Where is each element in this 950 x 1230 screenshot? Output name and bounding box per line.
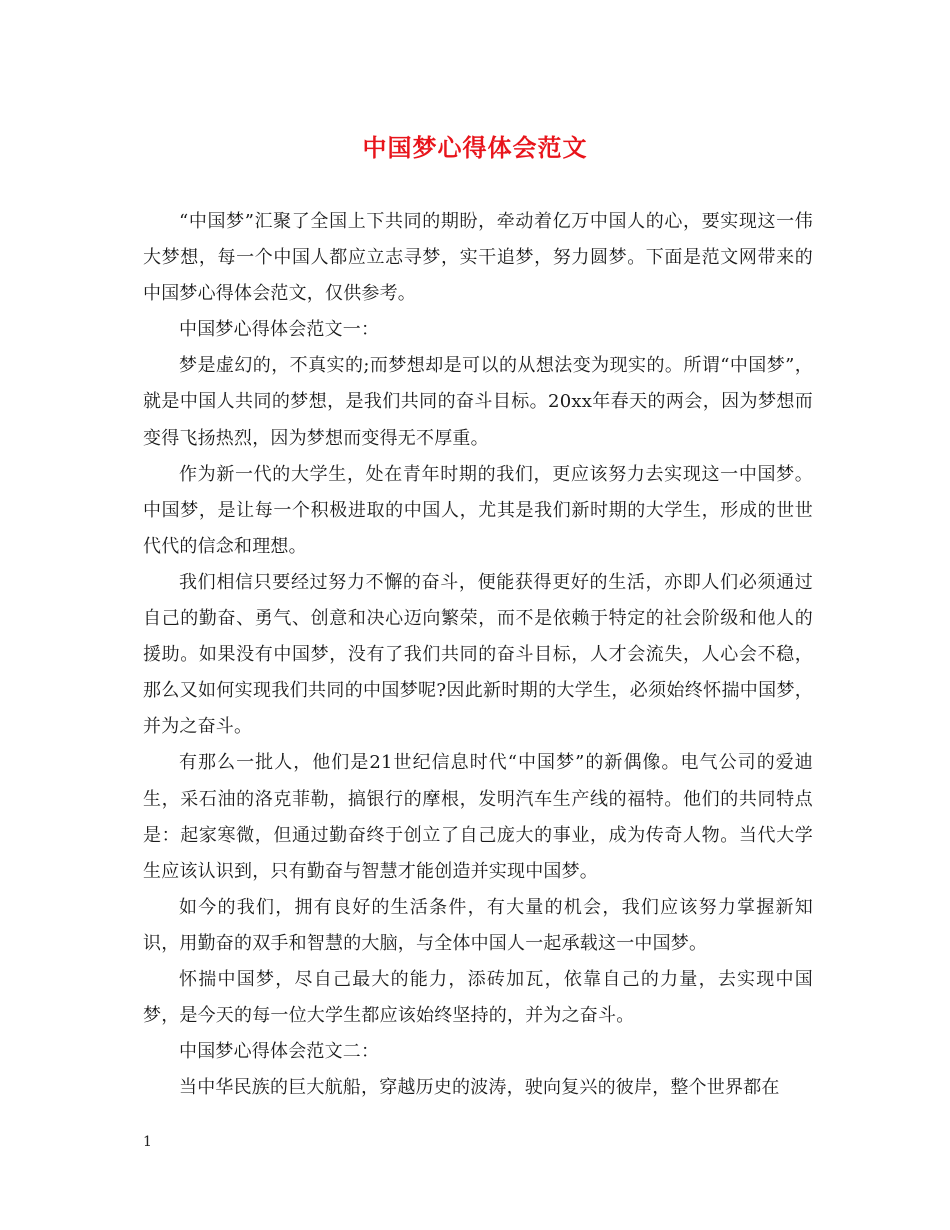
- section-heading-two: 中国梦心得体会范文二：: [179, 1041, 380, 1063]
- section-heading-one: 中国梦心得体会范文一：: [179, 319, 380, 341]
- document-title: 中国梦心得体会范文: [362, 134, 588, 162]
- paragraph: 怀揣中国梦，尽自己最大的能力，添砖加瓦，依靠自己的力量，去实现中国梦，是今天的每一位大学生都应该始终坚持的，并为之奋斗。: [143, 968, 813, 1027]
- paragraph: 梦是虚幻的，不真实的;而梦想却是可以的从想法变为现实的。所谓“中国梦”，就是中国人共同的梦想，是我们共同的奋斗目标。20xx年春天的两会，因为梦想而变得飞扬热烈，因为梦想而变得无不厚重。: [143, 355, 813, 449]
- page-number: 1: [143, 1134, 152, 1150]
- paragraph: 作为新一代的大学生，处在青年时期的我们，更应该努力去实现这一中国梦。中国梦，是让每一个积极进取的中国人，尤其是我们新时期的大学生，形成的世世代代的信念和理想。: [143, 463, 813, 557]
- paragraph: 我们相信只要经过努力不懈的奋斗，便能获得更好的生活，亦即人们必须通过自己的勤奋、勇气、创意和决心迈向繁荣，而不是依赖于特定的社会阶级和他人的援助。如果没有中国梦，没有了我们共同的奋斗目标，人才会流失，人心会不稳，那么又如何实现我们共同的中国梦呢?因此新时期的大学生，必须始终怀揣中国梦，并为之奋斗。: [143, 571, 813, 738]
- paragraph-intro: “中国梦”汇聚了全国上下共同的期盼，牵动着亿万中国人的心，要实现这一伟大梦想，每一个中国人都应立志寻梦，实干追梦，努力圆梦。下面是范文网带来的中国梦心得体会范文，仅供参考。: [143, 211, 813, 305]
- paragraph: 如今的我们，拥有良好的生活条件，有大量的机会，我们应该努力掌握新知识，用勤奋的双手和智慧的大脑，与全体中国人一起承载这一中国梦。: [143, 896, 813, 954]
- document-body: [143, 204, 813, 1106]
- paragraph: 当中华民族的巨大航船，穿越历史的波涛，驶向复兴的彼岸，整个世界都在: [179, 1077, 780, 1099]
- paragraph: 有那么一批人，他们是21世纪信息时代“中国梦”的新偶像。电气公司的爱迪生，采石油的洛克菲勒，搞银行的摩根，发明汽车生产线的福特。他们的共同特点是：起家寒微，但通过勤奋终于创立了自己庞大的事业，成为传奇人物。当代大学生应该认识到，只有勤奋与智慧才能创造并实现中国梦。: [143, 752, 813, 882]
